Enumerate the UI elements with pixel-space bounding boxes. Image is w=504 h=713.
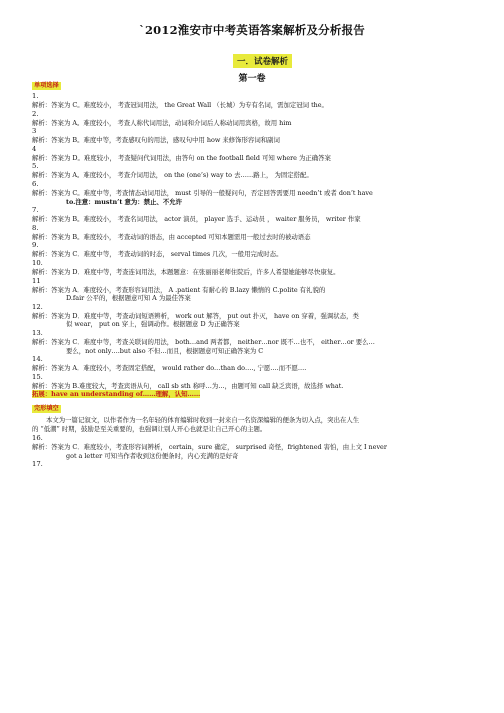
analysis-item xyxy=(32,127,478,145)
analysis-item xyxy=(32,373,478,391)
analysis-item xyxy=(32,110,478,128)
analysis-line: 解析：答案为 D。难度较小， 考查疑问代词用法，由答句 on the football field 可知 where 为正确答案 xyxy=(32,153,331,162)
section-heading: 一．试卷解析 xyxy=(233,54,292,68)
question-number: 13. xyxy=(32,328,43,337)
analysis-line: 要么，not only….but also 不但…而且，根据题意可知正确答案为 C xyxy=(66,346,264,355)
question-number: 6. xyxy=(32,179,39,188)
analysis-line: 解析：答案为 B。难度中等，考查感叹句的用法，感叹句中用 how 来修饰形容词和副词 xyxy=(32,136,280,145)
question-number: 7. xyxy=(32,206,39,215)
answer-analysis-list xyxy=(32,92,478,469)
question-number: 10. xyxy=(32,258,43,267)
analysis-line: 解析：答案为 B.难度较大，考查宾语从句， call sb sth 称呼…为…，由题可知 call 缺乏宾语，故选择 what. xyxy=(32,381,344,390)
part-tag-single-choice: 单项选择 xyxy=(34,82,59,89)
document-title: `2012淮安市中考英语答案解析及分析报告 xyxy=(139,23,365,37)
analysis-line: D.fair 公平的，根据题意可知 A 为最佳答案 xyxy=(66,294,191,303)
analysis-line: 解析：答案为 C。难度较小， 考查冠词用法， the Great Wall （长城）为专有名词，需加定冠词 the。 xyxy=(32,101,328,109)
analysis-line: 解析：答案为 B。难度较小， 考查名词用法， actor 演员， player 选手、运动员 ， waiter 服务员， writer 作家 xyxy=(32,215,361,224)
question-number: 14. xyxy=(32,355,43,364)
analysis-item xyxy=(32,277,478,303)
analysis-line: 解析：答案为 B。难度较小， 考查动词的语态，由 accepted 可知本题需用一般过去时的被动语态 xyxy=(32,232,311,241)
analysis-line: got a letter 可知当作者收到这份便条时，内心充满的是好奇 xyxy=(66,451,239,460)
passage-summary-line: 的 “低潮” 时期，鼓励是至关重要的，也强调让别人开心也就是让自己开心的主题。 xyxy=(32,425,267,434)
question-number: 4 xyxy=(32,144,37,153)
volume-heading: 第一卷 xyxy=(238,74,266,84)
question-number: 5. xyxy=(32,162,39,171)
analysis-line: 解析：答案为 D．难度中等，考查连词用法，本题题意：在张丽丽老师住院后，许多人希望她能够尽快康复。 xyxy=(32,267,340,276)
analysis-line: to.注意：mustn’t 意为：禁止、不允许 xyxy=(66,197,183,206)
analysis-line: 解析：答案为 A。难度较小， 考查介词用法， on the (one’s) way to 去……路上， 为固定搭配。 xyxy=(32,171,313,180)
question-number: 17. xyxy=(32,460,43,469)
question-number: 2. xyxy=(32,109,39,118)
passage-summary-line: 本文为一篇记叙文，以作者作为一名年轻的体育编辑时收到一封来自一名资深编辑的便条为切入点，突出在人生 xyxy=(46,416,360,425)
question-number: 15. xyxy=(32,372,43,381)
analysis-item xyxy=(32,224,478,242)
analysis-item xyxy=(32,206,478,224)
analysis-item xyxy=(32,241,478,259)
analysis-line: 解析：答案为 C．难度较小，考查形容词辨析， certain，sure 确定， surprised 奇怪，frightened 害怕，由上文 I never xyxy=(32,443,387,452)
analysis-line: 解析：答案为 C．难度中等， 考查动词的时态， serval times 几次，一般用完成时态。 xyxy=(32,250,283,259)
analysis-item xyxy=(32,259,478,277)
question-number: 12. xyxy=(32,302,43,311)
analysis-item xyxy=(32,355,478,373)
analysis-line: 解析：答案为 C。难度中等，考查情态动词用法， must 引导的一般疑问句，否定回答需要用 needn’t 或者 don’t have xyxy=(32,188,373,197)
analysis-line: 解析：答案为 A．难度较小，考查固定搭配， would rather do…than do…., 宁愿….而不愿…. xyxy=(32,364,307,373)
part-tag-cloze: 完形填空 xyxy=(34,404,59,412)
analysis-item xyxy=(32,145,478,163)
analysis-item xyxy=(32,434,478,460)
analysis-item xyxy=(32,460,478,469)
analysis-line: 解析：答案为 D．难度中等，考查动词短语辨析， work out 解答， put out 扑灭， have on 穿着，强调状态，类 xyxy=(32,311,359,320)
extension-note-text: 拓展：have an understanding of……理解，认知…… xyxy=(32,390,201,399)
analysis-item xyxy=(32,303,478,329)
question-number: 1. xyxy=(32,92,39,100)
analysis-line: 解析：答案为 A．难度较小，考查形容词用法， A .patient 有耐心的 B.lazy 懒惰的 C.polite 有礼貌的 xyxy=(32,285,326,294)
analysis-item xyxy=(32,162,478,180)
analysis-item xyxy=(32,180,478,206)
analysis-line: 解析：答案为 A。难度较小， 考查人称代词用法，动词和介词后人称动词用宾格，故用 him xyxy=(32,118,292,127)
extension-note xyxy=(32,390,478,399)
analysis-item xyxy=(32,329,478,355)
question-number: 9. xyxy=(32,241,39,250)
question-number: 16. xyxy=(32,434,43,443)
analysis-item xyxy=(32,92,478,110)
question-number: 3 xyxy=(32,127,37,136)
analysis-line: 解析：答案为 C．难度中等，考查关联词的用法， both…and 两者都， neither…nor 既不…也不， either…or 要么… xyxy=(32,337,375,346)
question-number: 8. xyxy=(32,223,39,232)
question-number: 11 xyxy=(32,276,41,285)
analysis-line: 似 wear， put on 穿上，强调动作。根据题意 D 为正确答案 xyxy=(66,320,240,329)
